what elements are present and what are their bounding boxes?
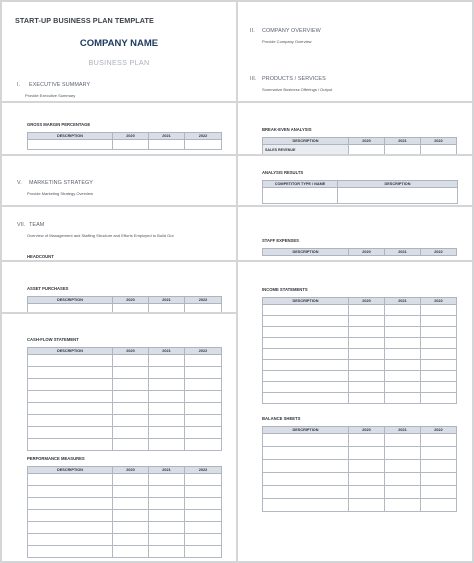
table-row	[263, 499, 457, 512]
table-row	[28, 427, 222, 439]
page-income-balance	[238, 262, 472, 561]
table-row	[28, 510, 222, 522]
page-staff-expenses	[238, 207, 472, 260]
section-number: I.	[17, 82, 21, 88]
section-description: Provide Executive Summary	[25, 93, 76, 98]
cash-flow-table	[27, 347, 222, 451]
header-description: DESCRIPTION	[263, 138, 349, 145]
header-2022: 2022	[185, 348, 222, 355]
page-marketing-strategy	[2, 156, 236, 205]
header-description: DESCRIPTION	[263, 427, 349, 434]
header-description: DESCRIPTION	[338, 181, 458, 188]
page-asset-purchases	[2, 262, 236, 312]
table-row	[263, 316, 457, 327]
section-title: TEAM	[29, 222, 45, 228]
header-2020: 2020	[349, 249, 385, 256]
section-title: MARKETING STRATEGY	[29, 180, 93, 186]
header-description: DESCRIPTION	[263, 298, 349, 305]
gross-margin-table	[27, 132, 222, 150]
table-row	[263, 360, 457, 371]
table-row	[28, 534, 222, 546]
section-title: PRODUCTS / SERVICES	[262, 76, 326, 82]
page-cashflow-performance	[2, 314, 236, 561]
header-description: DESCRIPTION	[263, 249, 349, 256]
header-2022: 2022	[421, 298, 457, 305]
header-2020: 2020	[113, 133, 149, 140]
analysis-results-table	[262, 180, 458, 204]
cash-flow-title: CASH-FLOW STATEMENT	[27, 337, 79, 342]
asset-purchases-table	[27, 296, 222, 312]
header-2022: 2022	[185, 133, 222, 140]
section-number: V.	[17, 180, 22, 186]
header-description: DESCRIPTION	[28, 348, 113, 355]
staff-expenses-title: STAFF EXPENSES	[262, 238, 299, 243]
balance-sheets-title: BALANCE SHEETS	[262, 416, 301, 421]
table-row	[263, 460, 457, 473]
business-plan-label: BUSINESS PLAN	[88, 58, 150, 67]
performance-measures-title: PERFORMANCE MEASURES	[27, 456, 85, 461]
template-title: START-UP BUSINESS PLAN TEMPLATE	[15, 16, 154, 25]
headcount-title: HEADCOUNT	[27, 254, 54, 259]
table-row	[28, 546, 222, 558]
section-marketing-strategy	[17, 180, 93, 186]
table-row	[263, 473, 457, 486]
page-cover	[2, 2, 236, 101]
section-number: II.	[250, 28, 255, 34]
header-2020: 2020	[113, 297, 149, 304]
break-even-title: BREAK-EVEN ANALYSIS	[262, 127, 312, 132]
table-row	[263, 382, 457, 393]
header-2022: 2022	[421, 138, 457, 145]
table-row	[263, 393, 457, 404]
analysis-results-title: ANALYSIS RESULTS	[262, 170, 304, 175]
performance-measures-table	[27, 466, 222, 558]
section-number: VII.	[17, 222, 26, 228]
header-description: DESCRIPTION	[28, 133, 113, 140]
table-row	[28, 355, 222, 367]
header-2022: 2022	[185, 467, 222, 474]
asset-purchases-title: ASSET PURCHASES	[27, 286, 69, 291]
header-2021: 2021	[385, 138, 421, 145]
header-2021: 2021	[149, 133, 185, 140]
income-statements-table	[262, 297, 457, 404]
section-title: EXECUTIVE SUMMARY	[29, 82, 91, 88]
balance-sheets-table	[262, 426, 457, 512]
table-row	[28, 415, 222, 427]
header-competitor: COMPETITOR TYPE / NAME	[263, 181, 338, 188]
table-row	[28, 498, 222, 510]
page-company-overview	[238, 2, 472, 101]
table-row	[28, 367, 222, 379]
section-description: Overview of Management and Staffing Structure and Efforts Employed to Build Out	[27, 233, 174, 238]
section-number: III.	[250, 76, 257, 82]
section-title: COMPANY OVERVIEW	[262, 28, 321, 34]
table-row	[263, 188, 458, 204]
section-description: Provide Company Overview	[262, 39, 312, 44]
income-statements-title: INCOME STATEMENTS	[262, 287, 308, 292]
header-2022: 2022	[421, 427, 457, 434]
header-description: DESCRIPTION	[28, 297, 113, 304]
header-2020: 2020	[349, 138, 385, 145]
header-2021: 2021	[149, 297, 185, 304]
page-analysis-results	[238, 156, 472, 205]
header-2021: 2021	[385, 427, 421, 434]
section-description: Summarize Business Offerings / Output	[262, 87, 333, 92]
header-2020: 2020	[113, 467, 149, 474]
table-row	[263, 447, 457, 460]
section-team	[17, 222, 44, 228]
table-row	[263, 486, 457, 499]
page-team	[2, 207, 236, 260]
table-row	[28, 474, 222, 486]
table-row	[263, 371, 457, 382]
page-gross-margin	[2, 103, 236, 154]
table-row	[263, 305, 457, 316]
company-name: COMPANY NAME	[79, 38, 159, 49]
table-row	[263, 338, 457, 349]
section-executive-summary	[17, 82, 90, 88]
gross-margin-title: GROSS MARGIN PERCENTAGE	[27, 122, 91, 127]
header-2021: 2021	[385, 298, 421, 305]
table-row	[263, 349, 457, 360]
table-row	[28, 304, 222, 313]
header-2021: 2021	[385, 249, 421, 256]
header-2022: 2022	[185, 297, 222, 304]
header-2020: 2020	[349, 427, 385, 434]
table-row	[263, 327, 457, 338]
table-row	[28, 439, 222, 451]
section-description: Provide Marketing Strategy Overview	[27, 191, 94, 196]
table-row	[28, 486, 222, 498]
section-company-overview	[250, 28, 321, 34]
header-2022: 2022	[421, 249, 457, 256]
table-row	[263, 434, 457, 447]
page-break-even	[238, 103, 472, 154]
header-2020: 2020	[113, 348, 149, 355]
sales-revenue-label: SALES REVENUE	[263, 145, 349, 155]
table-row	[263, 145, 457, 155]
table-row	[28, 403, 222, 415]
staff-expenses-table	[262, 248, 457, 256]
table-row	[28, 379, 222, 391]
header-2021: 2021	[149, 348, 185, 355]
table-row	[28, 391, 222, 403]
table-row	[28, 522, 222, 534]
table-row	[28, 140, 222, 150]
header-2021: 2021	[149, 467, 185, 474]
break-even-table	[262, 137, 457, 154]
header-description: DESCRIPTION	[28, 467, 113, 474]
header-2020: 2020	[349, 298, 385, 305]
section-products-services	[250, 76, 326, 82]
